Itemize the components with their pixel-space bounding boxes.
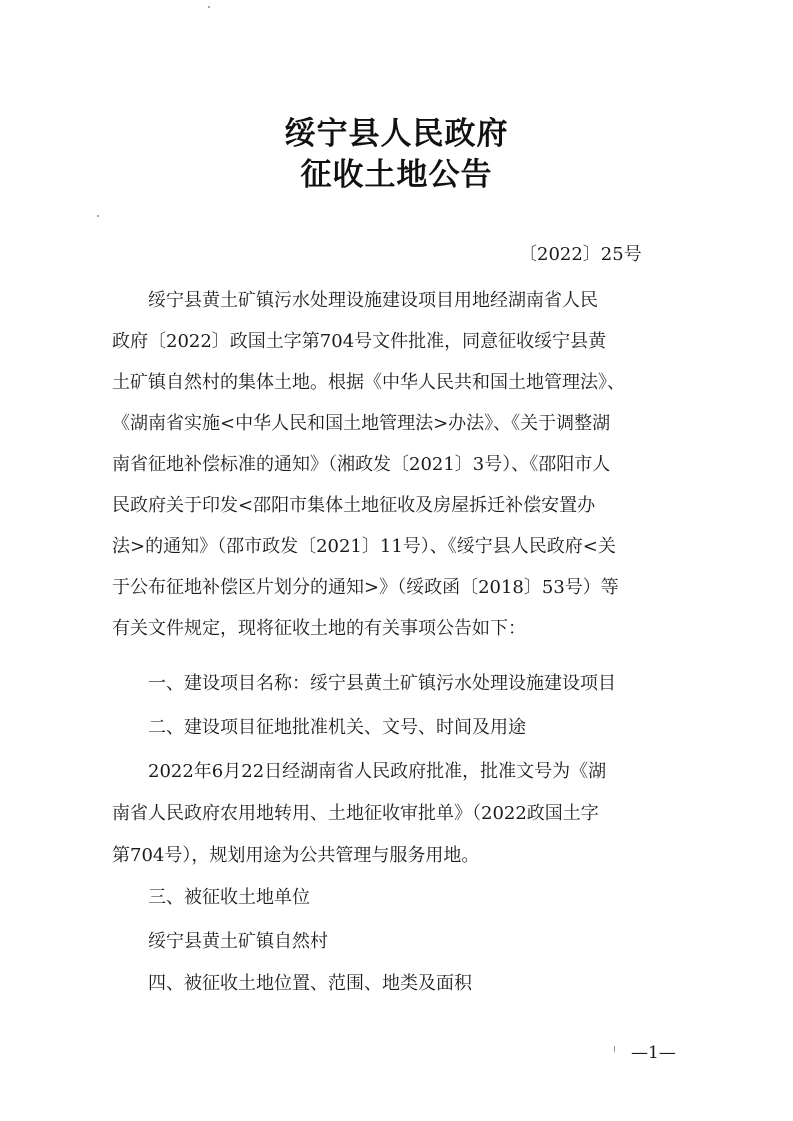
scan-speck [614, 1046, 615, 1052]
document-number: 〔2022〕25号 [519, 244, 642, 265]
document-title-line2: 征收土地公告 [300, 157, 493, 193]
scan-speck [208, 6, 210, 8]
body-line: 第704号），规划用途为公共管理与服务用地。 [112, 845, 480, 866]
body-line: 民政府关于印发<邵阳市集体土地征收及房屋拆迁补偿安置办 [112, 495, 596, 516]
page-number: —1— [631, 1043, 676, 1063]
body-line: 法>的通知》（邵市政发〔2021〕11号）、《绥宁县人民政府<关 [112, 536, 616, 557]
body-line: 土矿镇自然村的集体土地。根据《中华人民共和国土地管理法》、 [112, 372, 625, 393]
body-line: 绥宁县黄土矿镇污水处理设施建设项目用地经湖南省人民 [148, 290, 598, 311]
body-line: 《湖南省实施<中华人民和国土地管理法>办法》、《关于调整湖 [112, 413, 611, 434]
body-line: 绥宁县黄土矿镇自然村 [148, 931, 328, 952]
body-line: 南省人民政府农用地转用、土地征收审批单》（2022政国土字 [112, 803, 599, 824]
body-line: 南省征地补偿标准的通知》（湘政发〔2021〕3号）、《邵阳市人 [112, 454, 611, 475]
document-title-line1: 绥宁县人民政府 [284, 116, 509, 152]
scan-speck [97, 215, 99, 217]
body-line: 有关文件规定，现将征收土地的有关事项公告如下： [112, 618, 526, 639]
section-heading: 三、被征收土地单位 [148, 887, 310, 908]
section-heading: 二、建设项目征地批准机关、文号、时间及用途 [148, 717, 526, 738]
body-line: 政府〔2022〕政国土字第704号文件批准，同意征收绥宁县黄 [112, 331, 607, 352]
body-line: 于公布征地补偿区片划分的通知>》（绥政函〔2018〕53号）等 [112, 577, 619, 598]
body-line: 2022年6月22日经湖南省人民政府批准，批准文号为《湖 [148, 761, 607, 782]
section-heading: 四、被征收土地位置、范围、地类及面积 [148, 973, 472, 994]
section-heading: 一、建设项目名称：绥宁县黄土矿镇污水处理设施建设项目 [148, 673, 616, 694]
